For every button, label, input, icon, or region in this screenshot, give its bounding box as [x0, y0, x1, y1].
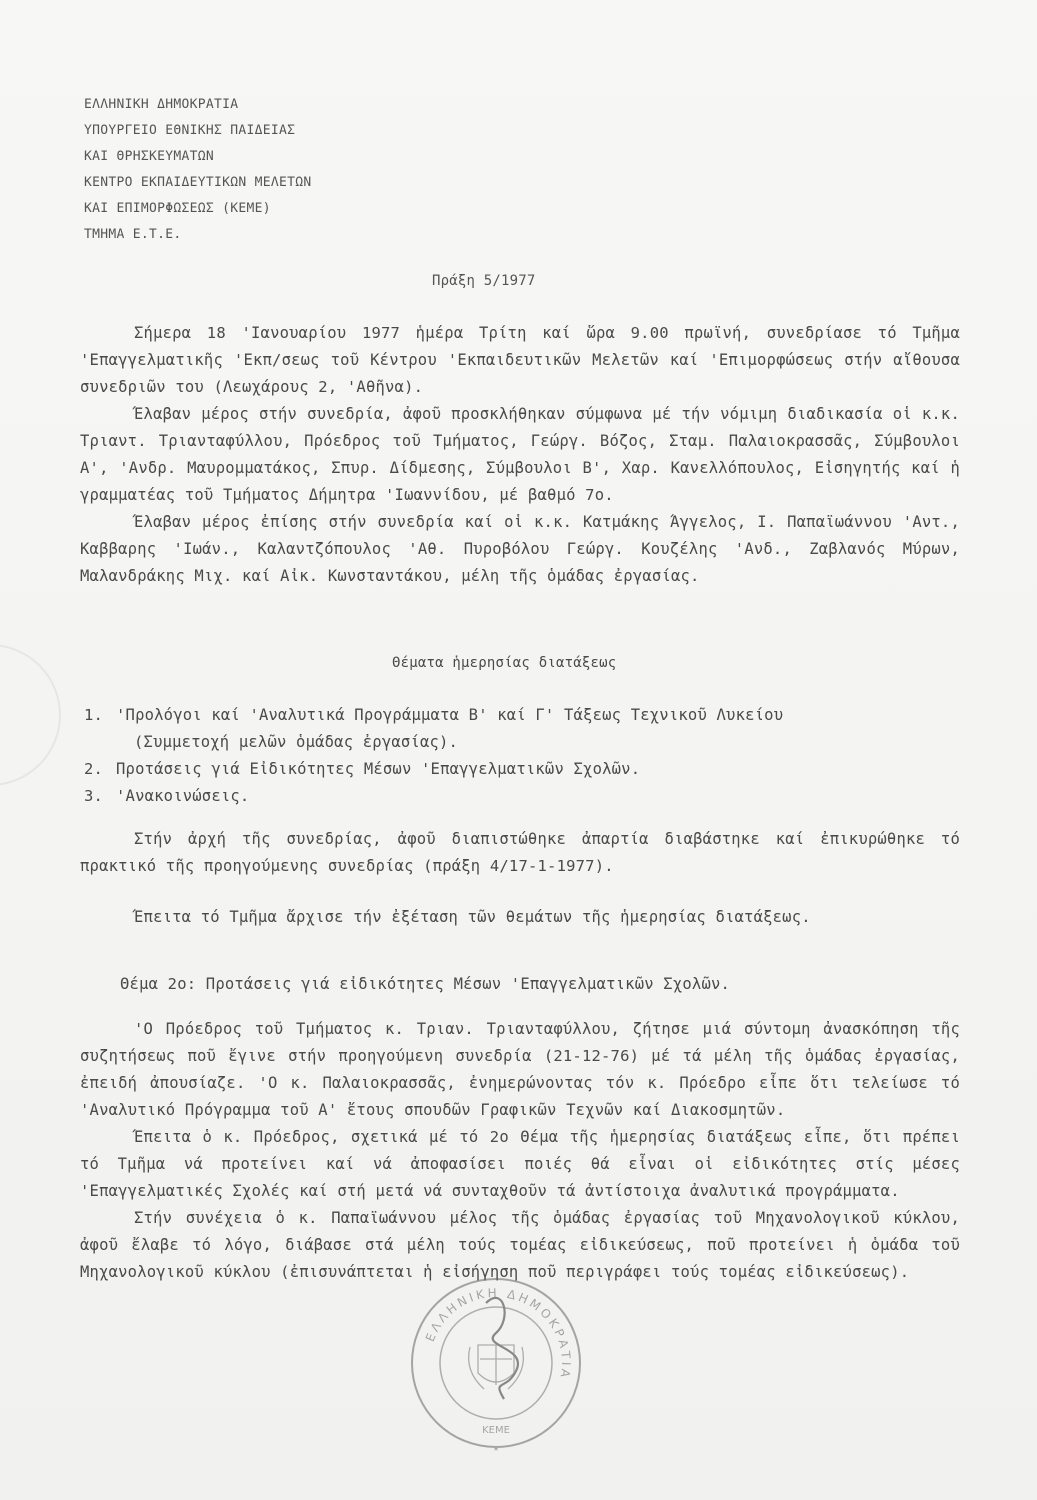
official-seal: [408, 1275, 584, 1451]
agenda-item: [84, 756, 944, 783]
letterhead-line: ΥΠΟΥΡΓΕΙΟ ΕΘΝΙΚΗΣ ΠΑΙΔΕΙΑΣ: [84, 123, 296, 138]
letterhead-line: ΚΑΙ ΕΠΙΜΟΡΦΩΣΕΩΣ (ΚΕΜΕ): [84, 201, 271, 216]
agenda-item-text: 'Προλόγοι καί 'Αναλυτικά Προγράμματα Β' καί Γ' Τάξεως Τεχνικοῦ Λυκείου: [116, 706, 784, 724]
agenda-item-number: 2.: [84, 760, 104, 778]
seal-ring-text: ΕΛΛΗΝΙΚΗ ΔΗΜΟΚΡΑΤΙΑ: [422, 1285, 574, 1382]
letterhead-line: ΕΛΛΗΝΙΚΗ ΔΗΜΟΚΡΑΤΙΑ: [84, 97, 239, 112]
letterhead-line: ΚΑΙ ΘΡΗΣΚΕΥΜΑΤΩΝ: [84, 149, 215, 164]
agenda-item-text: Προτάσεις γιά Εἰδικότητες Μέσων 'Επαγγελματικῶν Σχολῶν.: [116, 760, 641, 778]
attendees-paragraph: Έλαβαν μέρος στήν συνεδρία, ἀφοῦ προσκλήθηκαν σύμφωνα μέ τήν νόμιμη διαδικασία οἱ κ.κ. Τριαντ. Τριανταφύλλου, Πρόεδρος τοῦ Τμήματος, Γεώργ. Βόζος, Σταμ. Παλαιοκρασσᾶς, Σύμβουλοι Α', 'Ανδρ. Μαυρομματάκος, Σπυρ. Δίδμεσης, Σύμβουλοι Β', Χαρ. Κανελλόπουλος, Εἰσηγητής καί ἡ γραμματέας τοῦ Τμήματος Δήμητρα 'Ιωαννίδου, μέ βαθμό 7ο.: [80, 405, 960, 504]
agenda-item-number: 3.: [84, 787, 104, 805]
topic-heading: Θέμα 2ο: Προτάσεις γιά εἰδικότητες Μέσων 'Επαγγελματικῶν Σχολῶν.: [120, 975, 731, 993]
agenda-list: [84, 702, 944, 810]
letterhead: [84, 92, 312, 248]
working-group-paragraph: Έλαβαν μέρος ἐπίσης στήν συνεδρία καί οἱ κ.κ. Κατμάκης Άγγελος, Ι. Παπαϊωάννου 'Αντ., Καββαρης 'Ιωάν., Καλαντζόπουλος 'Αθ. Πυροβόλου Γεώργ. Κουζέλης 'Ανδ., Ζαβλανός Μύρων, Μαλανδράκης Μιχ. καί Αἰκ. Κωνσταντάκου, μέλη τῆς ὁμάδας ἐργασίας.: [80, 513, 960, 585]
discussion-section: [80, 1016, 960, 1286]
letterhead-line: ΤΜΗΜΑ Ε.Τ.Ε.: [84, 227, 182, 242]
faint-stamp-mark: [0, 640, 70, 790]
proceedings-section: [80, 826, 960, 931]
emblem-icon: [469, 1345, 524, 1389]
discussion-paragraph: Έπειτα ὁ κ. Πρόεδρος, σχετικά μέ τό 2ο Θέμα τῆς ἡμερησίας διατάξεως εἶπε, ὅτι πρέπει τό Τμῆμα νά προτείνει καί νά ἀποφασίσει ποιές θά εἶναι οἱ εἰδικότητες στίς μέσες 'Επαγγελματικές Σχολές καί στή μετά νά συνταχθοῦν τά ἀντίστοιχα ἀναλυτικά προγράμματα.: [80, 1128, 960, 1200]
letterhead-line: ΚΕΝΤΡΟ ΕΚΠΑΙΔΕΥΤΙΚΩΝ ΜΕΛΕΤΩΝ: [84, 175, 312, 190]
intro-section: [80, 320, 960, 590]
seal-star-icon: ★: [492, 1443, 500, 1451]
agenda-item-subtext: (Συμμετοχή μελῶν ὁμάδας ἐργασίας).: [134, 733, 459, 751]
examination-paragraph: Έπειτα τό Τμῆμα ἄρχισε τήν ἐξέταση τῶν θεμάτων τῆς ἡμερησίας διατάξεως.: [134, 908, 811, 926]
document-title: Πράξη 5/1977: [432, 273, 536, 289]
approval-paragraph: Στήν ἀρχή τῆς συνεδρίας, ἀφοῦ διαπιστώθηκε ἀπαρτία διαβάστηκε καί ἐπικυρώθηκε τό πρακτικό τῆς προηγούμενης συνεδρίας (πράξη 4/17-1-1977).: [80, 830, 960, 875]
intro-paragraph: Σήμερα 18 'Ιανουαρίου 1977 ἡμέρα Τρίτη καί ὥρα 9.00 πρωϊνή, συνεδρίασε τό Τμῆμα 'Επαγγελματικῆς 'Εκπ/σεως τοῦ Κέντρου 'Εκπαιδευτικῶν Μελετῶν καί 'Επιμορφώσεως στήν αἴθουσα συνεδριῶν του (Λεωχάρους 2, 'Αθῆνα).: [80, 324, 960, 396]
agenda-item-text: 'Ανακοινώσεις.: [116, 787, 250, 805]
seal-bottom-text: ΚΕΜΕ: [482, 1425, 510, 1436]
agenda-heading: Θέματα ἡμερησίας διατάξεως: [392, 655, 617, 671]
agenda-item: [84, 702, 944, 729]
discussion-paragraph: Στήν συνέχεια ὁ κ. Παπαϊωάννου μέλος τῆς ὁμάδας ἐργασίας τοῦ Μηχανολογικοῦ κύκλου, ἀφοῦ ἔλαβε τό λόγο, διάβασε στά μέλη τούς τομέας εἰδικεύσεως, ποῦ προτείνει ἡ ὁμάδα τοῦ Μηχανολογικοῦ κύκλου (ἐπισυνάπτεται ἡ εἰσήγηση ποῦ περιγράφει τούς τομέας εἰδικεύσεως).: [80, 1209, 960, 1281]
agenda-item-number: 1.: [84, 706, 104, 724]
agenda-item: [84, 783, 944, 810]
discussion-paragraph: 'Ο Πρόεδρος τοῦ Τμήματος κ. Τριαν. Τριανταφύλλου, ζήτησε μιά σύντομη ἀνασκόπηση τῆς συζητήσεως ποῦ ἔγινε στήν προηγούμενη συνεδρία (21-12-76) μέ τά μέλη τῆς ὁμάδας ἐργασίας, ἐπειδή ἀπουσίαζε. 'Ο κ. Παλαιοκρασσᾶς, ἐνημερώνοντας τόν κ. Πρόεδρο εἶπε ὅτι τελείωσε τό 'Αναλυτικό Πρόγραμμα τοῦ Α' ἔτους σπουδῶν Γραφικῶν Τεχνῶν καί Διακοσμητῶν.: [80, 1020, 960, 1119]
